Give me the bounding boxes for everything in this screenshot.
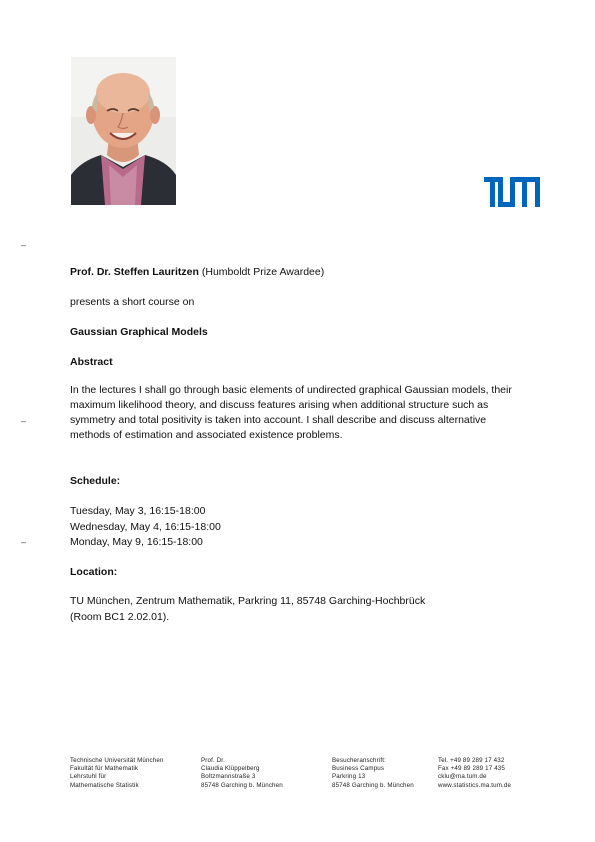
footer-line: 85748 Garching b. München bbox=[332, 781, 414, 789]
abstract-line: maximum likelihood theory, and discuss features arising when additional structure such as bbox=[70, 399, 489, 411]
schedule-heading: Schedule: bbox=[70, 475, 121, 487]
abstract-line: symmetry and total positivity is taken into account. I shall describe and discuss alternative bbox=[70, 414, 487, 426]
footer-line: Parkring 13 bbox=[332, 773, 366, 781]
schedule-item: Tuesday, May 3, 16:15-18:00 bbox=[70, 505, 206, 517]
speaker-line bbox=[70, 265, 324, 280]
footer-line: Claudia Klüppelberg bbox=[201, 765, 260, 773]
abstract-line: methods of estimation and associated existence problems. bbox=[70, 429, 343, 441]
footer-line: Besucheranschrift: bbox=[332, 757, 386, 764]
footer-line: Fakultät für Mathematik bbox=[70, 765, 139, 773]
footer-institution bbox=[70, 757, 164, 790]
margin-mark: – bbox=[21, 537, 27, 547]
margin-mark: – bbox=[21, 240, 27, 250]
tum-logo-icon bbox=[484, 177, 540, 207]
location-heading: Location: bbox=[70, 566, 118, 578]
location-line: (Room BC1 2.02.01). bbox=[70, 610, 170, 623]
abstract-line: In the lectures I shall go through basic elements of undirected graphical Gaussian models, their bbox=[70, 384, 512, 396]
speaker-award: (Humboldt Prize Awardee) bbox=[201, 266, 325, 278]
footer-line: Boltzmannstraße 3 bbox=[201, 773, 256, 781]
footer-chair bbox=[201, 757, 283, 790]
footer-visitor-address bbox=[332, 757, 414, 790]
footer-line: Lehrstuhl für bbox=[70, 773, 107, 781]
footer-line: Technische Universität München bbox=[70, 757, 164, 764]
location-line: TU München, Zentrum Mathematik, Parkring 11, 85748 Garching-Hochbrück bbox=[70, 595, 426, 607]
footer-line: Prof. Dr. bbox=[201, 757, 226, 764]
intro-text: presents a short course on bbox=[70, 296, 195, 308]
footer-line: 85748 Garching b. München bbox=[201, 781, 283, 789]
footer-line: Business Campus bbox=[332, 765, 385, 773]
footer-line: Mathematische Statistik bbox=[70, 781, 139, 789]
footer-website-link[interactable]: www.statistics.ma.tum.de bbox=[438, 781, 512, 789]
location-body bbox=[70, 594, 425, 625]
course-title: Gaussian Graphical Models bbox=[70, 326, 208, 338]
schedule-list bbox=[70, 504, 221, 551]
speaker-portrait-image bbox=[71, 57, 176, 205]
footer-contact bbox=[438, 757, 511, 790]
speaker-name: Prof. Dr. Steffen Lauritzen bbox=[70, 266, 199, 278]
schedule-item: Monday, May 9, 16:15-18:00 bbox=[70, 536, 203, 548]
schedule-item: Wednesday, May 4, 16:15-18:00 bbox=[70, 520, 221, 533]
margin-mark: – bbox=[21, 416, 27, 426]
speaker-photo bbox=[71, 57, 176, 205]
abstract-body bbox=[70, 383, 540, 443]
footer-email-link[interactable]: cklu@ma.tum.de bbox=[438, 773, 487, 781]
abstract-heading: Abstract bbox=[70, 356, 113, 368]
footer-fax: Fax +49 89 289 17 435 bbox=[438, 765, 505, 773]
footer-phone: Tel. +49 89 289 17 432 bbox=[438, 757, 505, 764]
